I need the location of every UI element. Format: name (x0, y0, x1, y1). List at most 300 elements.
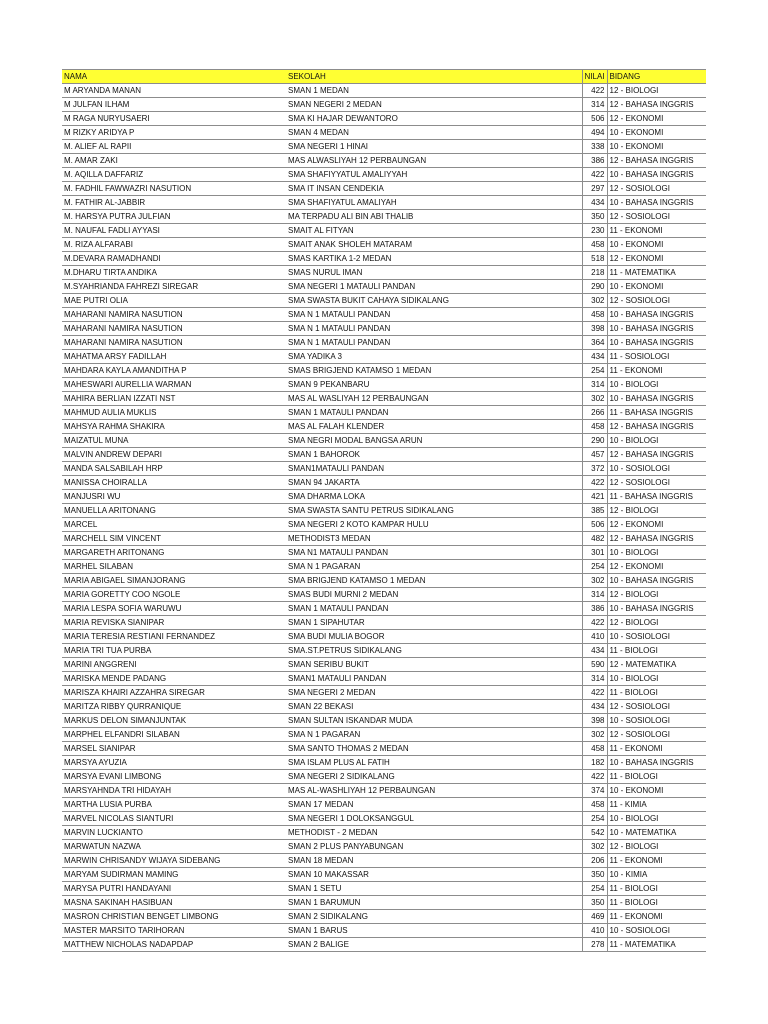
cell-bidang: 12 - SOSIOLOGI (607, 700, 706, 714)
cell-sekolah: SMA.ST.PETRUS SIDIKALANG (286, 644, 582, 658)
cell-bidang: 11 - EKONOMI (607, 854, 706, 868)
table-row (62, 322, 706, 336)
cell-bidang: 12 - BIOLOGI (607, 616, 706, 630)
cell-nama: M. HARSYA PUTRA JULFIAN (62, 210, 286, 224)
cell-sekolah: SMA NEGERI 1 DOLOKSANGGUL (286, 812, 582, 826)
cell-bidang: 11 - BIOLOGI (607, 770, 706, 784)
cell-bidang: 10 - BAHASA INGGRIS (607, 168, 706, 182)
cell-nama: MARVIN LUCKIANTO (62, 826, 286, 840)
cell-nama: MARSYA EVANI LIMBONG (62, 770, 286, 784)
cell-nama: M. FADHIL FAWWAZRI NASUTION (62, 182, 286, 196)
cell-nama: MARYSA PUTRI HANDAYANI (62, 882, 286, 896)
cell-bidang: 10 - EKONOMI (607, 140, 706, 154)
table-row (62, 154, 706, 168)
cell-sekolah: SMAN 1 MATAULI PANDAN (286, 602, 582, 616)
cell-bidang: 10 - BAHASA INGGRIS (607, 756, 706, 770)
cell-sekolah: SMA IT INSAN CENDEKIA (286, 182, 582, 196)
cell-nama: MARCHELL SIM VINCENT (62, 532, 286, 546)
cell-sekolah: SMAS BRIGJEND KATAMSO 1 MEDAN (286, 364, 582, 378)
table-row (62, 224, 706, 238)
table-row (62, 196, 706, 210)
cell-bidang: 11 - KIMIA (607, 798, 706, 812)
cell-sekolah: METHODIST3 MEDAN (286, 532, 582, 546)
cell-nilai: 254 (582, 882, 607, 896)
cell-nilai: 434 (582, 196, 607, 210)
cell-sekolah: SMAN 10 MAKASSAR (286, 868, 582, 882)
cell-sekolah: SMA ISLAM PLUS AL FATIH (286, 756, 582, 770)
cell-nilai: 482 (582, 532, 607, 546)
cell-sekolah: SMAIT AL FITYAN (286, 224, 582, 238)
cell-nilai: 422 (582, 686, 607, 700)
cell-bidang: 12 - BAHASA INGGRIS (607, 448, 706, 462)
table-row (62, 476, 706, 490)
cell-nama: MAHDARA KAYLA AMANDITHA P (62, 364, 286, 378)
cell-sekolah: SMA N 1 MATAULI PANDAN (286, 322, 582, 336)
cell-nilai: 254 (582, 364, 607, 378)
cell-nilai: 302 (582, 574, 607, 588)
cell-nama: MAHIRA BERLIAN IZZATI NST (62, 392, 286, 406)
table-row (62, 350, 706, 364)
cell-nama: MARYAM SUDIRMAN MAMING (62, 868, 286, 882)
table-row (62, 770, 706, 784)
table-row (62, 826, 706, 840)
table-header (62, 70, 706, 84)
cell-sekolah: SMAS KARTIKA 1-2 MEDAN (286, 252, 582, 266)
table-row (62, 854, 706, 868)
cell-bidang: 11 - MATEMATIKA (607, 938, 706, 952)
cell-nilai: 314 (582, 588, 607, 602)
cell-nilai: 314 (582, 98, 607, 112)
table-row (62, 686, 706, 700)
cell-nilai: 421 (582, 490, 607, 504)
cell-bidang: 12 - MATEMATIKA (607, 658, 706, 672)
cell-bidang: 10 - BAHASA INGGRIS (607, 602, 706, 616)
cell-nama: M JULFAN ILHAM (62, 98, 286, 112)
cell-nilai: 458 (582, 798, 607, 812)
cell-nilai: 350 (582, 868, 607, 882)
cell-bidang: 11 - EKONOMI (607, 364, 706, 378)
cell-nama: M. AQILLA DAFFARIZ (62, 168, 286, 182)
cell-bidang: 10 - BIOLOGI (607, 434, 706, 448)
table-row (62, 294, 706, 308)
cell-sekolah: SMA YADIKA 3 (286, 350, 582, 364)
cell-bidang: 10 - EKONOMI (607, 238, 706, 252)
table-row (62, 504, 706, 518)
cell-bidang: 10 - SOSIOLOGI (607, 714, 706, 728)
cell-sekolah: SMA SHAFIYYATUL AMALIYYAH (286, 168, 582, 182)
cell-nilai: 297 (582, 182, 607, 196)
cell-bidang: 10 - BAHASA INGGRIS (607, 196, 706, 210)
cell-bidang: 12 - BIOLOGI (607, 84, 706, 98)
cell-bidang: 10 - BIOLOGI (607, 672, 706, 686)
table-row (62, 392, 706, 406)
cell-nama: MASNA SAKINAH HASIBUAN (62, 896, 286, 910)
cell-sekolah: SMA BRIGJEND KATAMSO 1 MEDAN (286, 574, 582, 588)
table-row (62, 630, 706, 644)
cell-nilai: 590 (582, 658, 607, 672)
cell-nilai: 302 (582, 728, 607, 742)
cell-bidang: 10 - EKONOMI (607, 784, 706, 798)
cell-nilai: 338 (582, 140, 607, 154)
table-row (62, 126, 706, 140)
cell-sekolah: SMAN 22 BEKASI (286, 700, 582, 714)
table-row (62, 574, 706, 588)
cell-sekolah: SMAN1 MATAULI PANDAN (286, 672, 582, 686)
cell-bidang: 11 - MATEMATIKA (607, 266, 706, 280)
table-row (62, 938, 706, 952)
table-row (62, 644, 706, 658)
cell-bidang: 12 - EKONOMI (607, 560, 706, 574)
cell-sekolah: SMA N1 MATAULI PANDAN (286, 546, 582, 560)
table-row (62, 84, 706, 98)
cell-nama: MARKUS DELON SIMANJUNTAK (62, 714, 286, 728)
cell-sekolah: SMA N 1 PAGARAN (286, 728, 582, 742)
table-row (62, 882, 706, 896)
table-row (62, 266, 706, 280)
cell-nilai: 506 (582, 518, 607, 532)
cell-bidang: 11 - EKONOMI (607, 910, 706, 924)
table-row (62, 112, 706, 126)
cell-nilai: 542 (582, 826, 607, 840)
cell-nama: M ARYANDA MANAN (62, 84, 286, 98)
cell-bidang: 12 - BAHASA INGGRIS (607, 420, 706, 434)
cell-nama: MARINI ANGGRENI (62, 658, 286, 672)
cell-nilai: 422 (582, 476, 607, 490)
cell-sekolah: SMA N 1 MATAULI PANDAN (286, 336, 582, 350)
cell-nama: M.DHARU TIRTA ANDIKA (62, 266, 286, 280)
cell-nama: MASTER MARSITO TARIHORAN (62, 924, 286, 938)
cell-sekolah: SMAN 1 BARUS (286, 924, 582, 938)
cell-sekolah: SMAS BUDI MURNI 2 MEDAN (286, 588, 582, 602)
cell-nilai: 218 (582, 266, 607, 280)
cell-nama: MARWATUN NAZWA (62, 840, 286, 854)
cell-nama: MANISSA CHOIRALLA (62, 476, 286, 490)
cell-nama: M. ALIEF AL RAPII (62, 140, 286, 154)
cell-nilai: 182 (582, 756, 607, 770)
table-row (62, 924, 706, 938)
cell-nama: MARHEL SILABAN (62, 560, 286, 574)
cell-nama: M. NAUFAL FADLI AYYASI (62, 224, 286, 238)
table-row (62, 602, 706, 616)
cell-sekolah: SMAN 9 PEKANBARU (286, 378, 582, 392)
cell-sekolah: SMAN1MATAULI PANDAN (286, 462, 582, 476)
header-nilai: NILAI (582, 70, 607, 84)
cell-nilai: 458 (582, 238, 607, 252)
cell-sekolah: SMA NEGERI 1 HINAI (286, 140, 582, 154)
cell-bidang: 12 - SOSIOLOGI (607, 294, 706, 308)
cell-bidang: 11 - BIOLOGI (607, 686, 706, 700)
cell-bidang: 11 - BIOLOGI (607, 644, 706, 658)
table-row (62, 308, 706, 322)
cell-nama: MARWIN CHRISANDY WIJAYA SIDEBANG (62, 854, 286, 868)
cell-nama: MAHARANI NAMIRA NASUTION (62, 308, 286, 322)
table-row (62, 336, 706, 350)
cell-sekolah: SMAN 94 JAKARTA (286, 476, 582, 490)
cell-nilai: 302 (582, 840, 607, 854)
table-row (62, 784, 706, 798)
cell-nilai: 374 (582, 784, 607, 798)
cell-sekolah: SMA NEGERI 2 MEDAN (286, 686, 582, 700)
cell-sekolah: SMA N 1 PAGARAN (286, 560, 582, 574)
cell-nama: MAIZATUL MUNA (62, 434, 286, 448)
cell-sekolah: MAS ALWASLIYAH 12 PERBAUNGAN (286, 154, 582, 168)
header-nama: NAMA (62, 70, 286, 84)
cell-sekolah: SMAN 1 SETU (286, 882, 582, 896)
cell-nilai: 422 (582, 616, 607, 630)
cell-nilai: 254 (582, 560, 607, 574)
cell-bidang: 10 - KIMIA (607, 868, 706, 882)
cell-nilai: 410 (582, 630, 607, 644)
table-row (62, 448, 706, 462)
cell-nilai: 469 (582, 910, 607, 924)
cell-bidang: 12 - BAHASA INGGRIS (607, 98, 706, 112)
cell-sekolah: METHODIST - 2 MEDAN (286, 826, 582, 840)
cell-bidang: 10 - MATEMATIKA (607, 826, 706, 840)
table-row (62, 378, 706, 392)
cell-sekolah: MAS AL WASLIYAH 12 PERBAUNGAN (286, 392, 582, 406)
table-row (62, 714, 706, 728)
cell-bidang: 10 - SOSIOLOGI (607, 924, 706, 938)
table-row (62, 798, 706, 812)
cell-nilai: 314 (582, 672, 607, 686)
cell-nilai: 457 (582, 448, 607, 462)
cell-bidang: 11 - BIOLOGI (607, 896, 706, 910)
table-row (62, 420, 706, 434)
table-row (62, 182, 706, 196)
cell-bidang: 11 - SOSIOLOGI (607, 350, 706, 364)
cell-sekolah: SMA NEGRI MODAL BANGSA ARUN (286, 434, 582, 448)
cell-nama: MARSEL SIANIPAR (62, 742, 286, 756)
cell-bidang: 12 - EKONOMI (607, 252, 706, 266)
cell-sekolah: SMAN 4 MEDAN (286, 126, 582, 140)
table-row (62, 238, 706, 252)
header-row (62, 70, 706, 84)
cell-nilai: 290 (582, 434, 607, 448)
cell-bidang: 12 - EKONOMI (607, 112, 706, 126)
cell-bidang: 12 - BAHASA INGGRIS (607, 154, 706, 168)
cell-nama: MARTHA LUSIA PURBA (62, 798, 286, 812)
cell-nilai: 290 (582, 280, 607, 294)
cell-nama: MAHATMA ARSY FADILLAH (62, 350, 286, 364)
cell-bidang: 12 - EKONOMI (607, 518, 706, 532)
table-row (62, 518, 706, 532)
cell-sekolah: SMA SWASTA SANTU PETRUS SIDIKALANG (286, 504, 582, 518)
cell-bidang: 10 - BIOLOGI (607, 812, 706, 826)
cell-nama: M. RIZA ALFARABI (62, 238, 286, 252)
cell-nama: MARVEL NICOLAS SIANTURI (62, 812, 286, 826)
cell-nilai: 398 (582, 322, 607, 336)
cell-bidang: 11 - EKONOMI (607, 224, 706, 238)
cell-nilai: 302 (582, 392, 607, 406)
cell-nilai: 206 (582, 854, 607, 868)
cell-sekolah: SMAN SERIBU BUKIT (286, 658, 582, 672)
cell-nilai: 458 (582, 308, 607, 322)
table-row (62, 742, 706, 756)
cell-sekolah: SMAIT ANAK SHOLEH MATARAM (286, 238, 582, 252)
cell-nilai: 278 (582, 938, 607, 952)
table-row (62, 910, 706, 924)
table-row (62, 168, 706, 182)
cell-bidang: 12 - SOSIOLOGI (607, 728, 706, 742)
cell-sekolah: SMAN 2 BALIGE (286, 938, 582, 952)
cell-sekolah: SMA NEGERI 2 KOTO KAMPAR HULU (286, 518, 582, 532)
cell-bidang: 10 - BIOLOGI (607, 546, 706, 560)
cell-nilai: 386 (582, 154, 607, 168)
cell-nilai: 302 (582, 294, 607, 308)
cell-bidang: 10 - BAHASA INGGRIS (607, 322, 706, 336)
cell-nama: M. AMAR ZAKI (62, 154, 286, 168)
table-row (62, 560, 706, 574)
cell-nama: MAHARANI NAMIRA NASUTION (62, 336, 286, 350)
table-row (62, 658, 706, 672)
cell-sekolah: SMAN SULTAN ISKANDAR MUDA (286, 714, 582, 728)
cell-sekolah: SMA SWASTA BUKIT CAHAYA SIDIKALANG (286, 294, 582, 308)
cell-nilai: 350 (582, 210, 607, 224)
cell-nama: MATTHEW NICHOLAS NADAPDAP (62, 938, 286, 952)
cell-nama: MARIA TRI TUA PURBA (62, 644, 286, 658)
cell-nama: MASRON CHRISTIAN BENGET LIMBONG (62, 910, 286, 924)
cell-bidang: 10 - EKONOMI (607, 126, 706, 140)
table-row (62, 672, 706, 686)
cell-sekolah: SMAN 1 MATAULI PANDAN (286, 406, 582, 420)
cell-sekolah: SMA DHARMA LOKA (286, 490, 582, 504)
cell-nilai: 410 (582, 924, 607, 938)
cell-nama: M RAGA NURYUSAERI (62, 112, 286, 126)
cell-bidang: 10 - SOSIOLOGI (607, 462, 706, 476)
cell-nama: M. FATHIR AL-JABBIR (62, 196, 286, 210)
table-row (62, 98, 706, 112)
cell-sekolah: SMAN 1 BAHOROK (286, 448, 582, 462)
cell-nama: MARIA LESPA SOFIA WARUWU (62, 602, 286, 616)
table-row (62, 406, 706, 420)
cell-sekolah: SMA SANTO THOMAS 2 MEDAN (286, 742, 582, 756)
cell-nama: MAHMUD AULIA MUKLIS (62, 406, 286, 420)
header-sekolah: SEKOLAH (286, 70, 582, 84)
cell-bidang: 12 - SOSIOLOGI (607, 182, 706, 196)
cell-nilai: 398 (582, 714, 607, 728)
cell-nama: MAHESWARI AURELLIA WARMAN (62, 378, 286, 392)
cell-bidang: 12 - SOSIOLOGI (607, 210, 706, 224)
cell-nama: MARIA ABIGAEL SIMANJORANG (62, 574, 286, 588)
table-row (62, 868, 706, 882)
table-row (62, 210, 706, 224)
table-row (62, 728, 706, 742)
cell-sekolah: MA TERPADU ALI BIN ABI THALIB (286, 210, 582, 224)
cell-sekolah: SMAN 1 SIPAHUTAR (286, 616, 582, 630)
cell-nilai: 350 (582, 896, 607, 910)
cell-sekolah: SMAN 2 PLUS PANYABUNGAN (286, 840, 582, 854)
cell-nilai: 301 (582, 546, 607, 560)
cell-nama: M RIZKY ARIDYA P (62, 126, 286, 140)
cell-bidang: 11 - BAHASA INGGRIS (607, 406, 706, 420)
cell-nama: MANDA SALSABILAH HRP (62, 462, 286, 476)
cell-bidang: 12 - SOSIOLOGI (607, 476, 706, 490)
cell-sekolah: SMA KI HAJAR DEWANTORO (286, 112, 582, 126)
table-row (62, 756, 706, 770)
cell-nilai: 422 (582, 770, 607, 784)
cell-nilai: 266 (582, 406, 607, 420)
cell-nilai: 518 (582, 252, 607, 266)
cell-bidang: 10 - BAHASA INGGRIS (607, 336, 706, 350)
results-table (62, 69, 706, 952)
cell-bidang: 10 - BIOLOGI (607, 378, 706, 392)
table-row (62, 896, 706, 910)
table-row (62, 434, 706, 448)
cell-nama: M.DEVARA RAMADHANDI (62, 252, 286, 266)
cell-nilai: 385 (582, 504, 607, 518)
table-row (62, 462, 706, 476)
cell-nama: MANUELLA ARITONANG (62, 504, 286, 518)
table-row (62, 140, 706, 154)
table-row (62, 532, 706, 546)
cell-bidang: 12 - BIOLOGI (607, 588, 706, 602)
cell-nama: MARIA TERESIA RESTIANI FERNANDEZ (62, 630, 286, 644)
cell-sekolah: SMAN NEGERI 2 MEDAN (286, 98, 582, 112)
cell-sekolah: MAS AL FALAH KLENDER (286, 420, 582, 434)
cell-nilai: 422 (582, 168, 607, 182)
table-row (62, 588, 706, 602)
table-row (62, 546, 706, 560)
cell-nama: MARGARETH ARITONANG (62, 546, 286, 560)
cell-sekolah: SMAN 17 MEDAN (286, 798, 582, 812)
cell-nilai: 230 (582, 224, 607, 238)
cell-bidang: 10 - SOSIOLOGI (607, 630, 706, 644)
cell-sekolah: SMA NEGERI 1 MATAULI PANDAN (286, 280, 582, 294)
cell-nilai: 372 (582, 462, 607, 476)
table-row (62, 840, 706, 854)
table-row (62, 616, 706, 630)
cell-bidang: 11 - BAHASA INGGRIS (607, 490, 706, 504)
cell-sekolah: SMA N 1 MATAULI PANDAN (286, 308, 582, 322)
header-bidang: BIDANG (607, 70, 706, 84)
cell-nama: MAE PUTRI OLIA (62, 294, 286, 308)
cell-nilai: 458 (582, 420, 607, 434)
cell-nilai: 434 (582, 644, 607, 658)
cell-nama: MARISKA MENDE PADANG (62, 672, 286, 686)
cell-nilai: 364 (582, 336, 607, 350)
cell-bidang: 10 - EKONOMI (607, 280, 706, 294)
cell-sekolah: SMAN 1 BARUMUN (286, 896, 582, 910)
table-body (62, 84, 706, 952)
cell-nilai: 422 (582, 84, 607, 98)
cell-bidang: 11 - EKONOMI (607, 742, 706, 756)
table-row (62, 812, 706, 826)
cell-bidang: 10 - BAHASA INGGRIS (607, 308, 706, 322)
cell-nama: MARIA REVISKA SIANIPAR (62, 616, 286, 630)
cell-nama: MARSYA AYUZIA (62, 756, 286, 770)
cell-nilai: 506 (582, 112, 607, 126)
cell-nama: MARSYAHNDA TRI HIDAYAH (62, 784, 286, 798)
cell-nama: MARIA GORETTY COO NGOLE (62, 588, 286, 602)
table-row (62, 364, 706, 378)
cell-sekolah: SMA SHAFIYATUL AMALIYAH (286, 196, 582, 210)
cell-bidang: 10 - BAHASA INGGRIS (607, 392, 706, 406)
cell-sekolah: SMAN 18 MEDAN (286, 854, 582, 868)
cell-nilai: 386 (582, 602, 607, 616)
cell-nilai: 434 (582, 350, 607, 364)
cell-sekolah: SMA NEGERI 2 SIDIKALANG (286, 770, 582, 784)
cell-bidang: 10 - BAHASA INGGRIS (607, 574, 706, 588)
cell-bidang: 12 - BAHASA INGGRIS (607, 532, 706, 546)
cell-bidang: 11 - BIOLOGI (607, 882, 706, 896)
cell-nama: MAHARANI NAMIRA NASUTION (62, 322, 286, 336)
cell-bidang: 12 - BIOLOGI (607, 840, 706, 854)
cell-nilai: 314 (582, 378, 607, 392)
cell-nama: MALVIN ANDREW DEPARI (62, 448, 286, 462)
cell-nama: MAHSYA RAHMA SHAKIRA (62, 420, 286, 434)
cell-nama: MARCEL (62, 518, 286, 532)
cell-nama: MARISZA KHAIRI AZZAHRA SIREGAR (62, 686, 286, 700)
